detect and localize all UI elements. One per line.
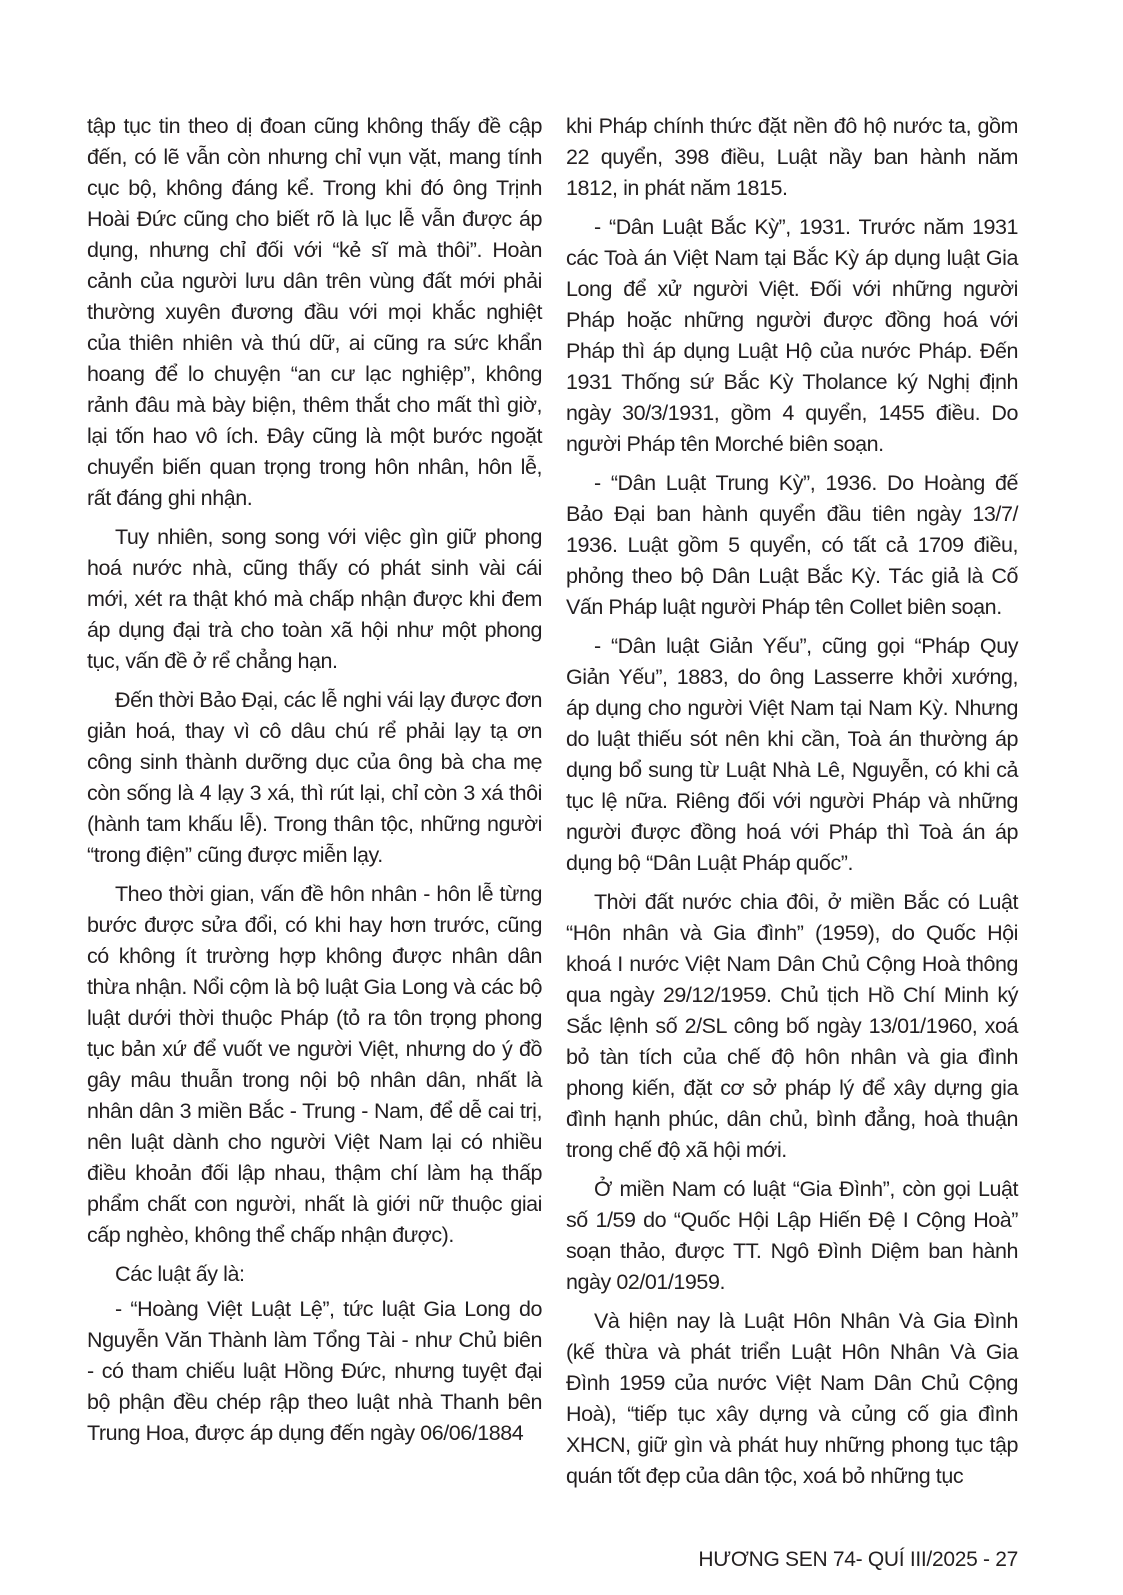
right-column: [566, 111, 1018, 1500]
paragraph-dan-luat-gian-yeu: - “Dân luật Giản Yếu”, cũng gọi “Pháp Quy Giản Yếu”, 1883, do ông Lasserre khởi xướng, áp dụng cho người Việt Nam tại Nam Kỳ. Nhưng do luật thiếu sót nên khi cần, Toà án thường áp dụng bổ sung từ Luật Nhà Lê, Nguyễn, có khi cả tục lệ nữa. Riêng đối với người Pháp và những người được đồng hoá với Pháp thì Toà án áp dụng bộ “Dân Luật Pháp quốc”.: [566, 634, 1018, 875]
paragraph-dan-luat-bac-ky: - “Dân Luật Bắc Kỳ”, 1931. Trước năm 1931 các Toà án Việt Nam tại Bắc Kỳ áp dụng luật Gia Long để xử người Việt. Đối với những người Pháp hoặc những người được đồng hoá với Pháp thì áp dụng Luật Hộ của nước Pháp. Đến 1931 Thống sứ Bắc Kỳ Tholance ký Nghị định ngày 30/3/1931, gồm 4 quyển, 1455 điều. Do người Pháp tên Morché biên soạn.: [566, 215, 1018, 456]
paragraph-cac-luat: Các luật ấy là:: [115, 1262, 245, 1286]
paragraph-theo-thoi-gian: Theo thời gian, vấn đề hôn nhân - hôn lễ từng bước được sửa đổi, có khi hay hơn trước, cũng có không ít trường hợp không được nhân dân thừa nhận. Nổi cộm là bộ luật Gia Long và các bộ luật dưới thời thuộc Pháp (tỏ ra tôn trọng phong tục bản xứ để vuốt ve người Việt, nhưng do ý đồ gây mâu thuẫn trong nội bộ nhân dân, nhất là nhân dân 3 miền Bắc - Trung - Nam, để dễ cai trị, nên luật dành cho người Việt Nam lại có nhiều điều khoản đối lập nhau, thậm chí làm hạ thấp phẩm chất con người, nhất là giới nữ thuộc giai cấp nghèo, không thể chấp nhận được).: [87, 882, 542, 1247]
paragraph-dan-luat-trung-ky: - “Dân Luật Trung Kỳ”, 1936. Do Hoàng đế Bảo Đại ban hành quyển đầu tiên ngày 13/7/ 1936. Luật gồm 5 quyển, có tất cả 1709 điều, phỏng theo bộ Dân Luật Bắc Kỳ. Tác giả là Cố Vấn Pháp luật người Pháp tên Collet biên soạn.: [566, 471, 1018, 619]
paragraph-hoang-viet-luat-le: - “Hoàng Việt Luật Lệ”, tức luật Gia Long do Nguyễn Văn Thành làm Tổng Tài - như Chủ biên - có tham chiếu luật Hồng Đức, nhưng tuyệt đại bộ phận đều chép rập theo luật nhà Thanh bên Trung Hoa, được áp dụng đến ngày 06/06/1884: [87, 1297, 542, 1445]
paragraph-mien-bac: Thời đất nước chia đôi, ở miền Bắc có Luật “Hôn nhân và Gia đình” (1959), do Quốc Hội khoá I nước Việt Nam Dân Chủ Cộng Hoà thông qua ngày 29/12/1959. Chủ tịch Hồ Chí Minh ký Sắc lệnh số 2/SL công bố ngày 13/01/1960, xoá bỏ tàn tích của chế độ hôn nhân và gia đình phong kiến, đặt cơ sở pháp lý để xây dựng gia đình hạnh phúc, dân chủ, bình đẳng, hoà thuận trong chế độ xã hội mới.: [566, 890, 1018, 1162]
paragraph-mien-nam: Ở miền Nam có luật “Gia Đình”, còn gọi Luật số 1/59 do “Quốc Hội Lập Hiến Đệ I Cộng Hoà” soạn thảo, được TT. Ngô Đình Diệm ban hành ngày 02/01/1959.: [566, 1177, 1018, 1294]
paragraph-continuation: tập tục tin theo dị đoan cũng không thấy đề cập đến, có lẽ vẫn còn nhưng chỉ vụn vặt, mang tính cục bộ, không đáng kể. Trong khi đó ông Trịnh Hoài Đức cũng cho biết rõ là lục lễ vẫn được áp dụng, nhưng chỉ đối với “kẻ sĩ mà thôi”. Hoàn cảnh của người lưu dân trên vùng đất mới phải thường xuyên đương đầu với mọi khắc nghiệt của thiên nhiên và thú dữ, ai cũng ra sức khẩn hoang để lo chuyện “an cư lạc nghiệp”, không rảnh đâu mà bày biện, thêm thắt cho mất thì giờ, lại tốn hao vô ích. Đây cũng là một bước ngoặt chuyển biến quan trọng trong hôn nhân, hôn lễ, rất đáng ghi nhận.: [87, 114, 542, 510]
paragraph-continuation-right: khi Pháp chính thức đặt nền đô hộ nước ta, gồm 22 quyển, 398 điều, Luật nầy ban hành năm 1812, in phát năm 1815.: [566, 114, 1018, 200]
paragraph-bao-dai: Đến thời Bảo Đại, các lễ nghi vái lạy được đơn giản hoá, thay vì cô dâu chú rể phải lạy tạ ơn công sinh thành dưỡng dục của ông bà cha mẹ còn sống là 4 lạy 3 xá, thì rút lại, chỉ còn 3 xá thôi (hành tam khấu lễ). Trong thân tộc, những người “trong điện” cũng được miễn lạy.: [87, 688, 542, 867]
paragraph-phong-hoa: Tuy nhiên, song song với việc gìn giữ phong hoá nước nhà, cũng thấy có phát sinh vài cái mới, xét ra thật khó mà chấp nhận được khi đem áp dụng đại trà cho toàn xã hội như một phong tục, vấn đề ở rể chẳng hạn.: [87, 525, 542, 673]
paragraph-hien-nay: Và hiện nay là Luật Hôn Nhân Và Gia Đình (kế thừa và phát triển Luật Hôn Nhân Và Gia Đình 1959 của nước Việt Nam Dân Chủ Cộng Hoà), “tiếp tục xây dựng và củng cố gia đình XHCN, giữ gìn và phát huy những phong tục tập quán tốt đẹp của dân tộc, xoá bỏ những tục: [566, 1309, 1018, 1488]
left-column: [87, 111, 542, 1457]
page-footer: HƯƠNG SEN 74- QUÍ III/2025 - 27: [698, 1548, 1018, 1571]
